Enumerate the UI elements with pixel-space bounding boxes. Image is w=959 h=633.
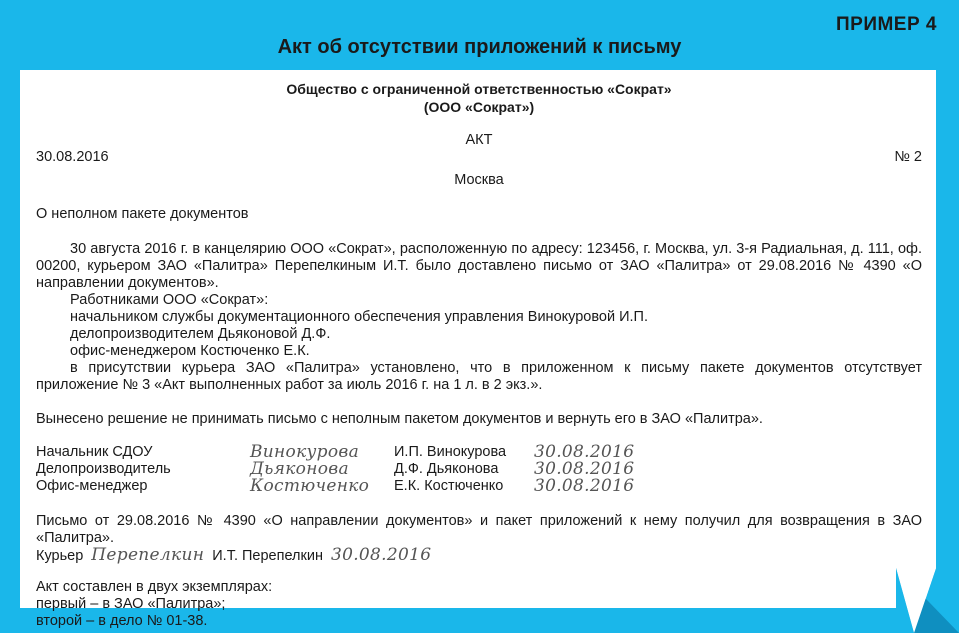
doc-date: 30.08.2016: [36, 149, 109, 165]
page-title: Акт об отсутствии приложений к письму: [277, 36, 682, 58]
handwritten-date: 30.08.2016: [534, 476, 635, 496]
org-short-name: (ООО «Сократ»): [423, 99, 535, 115]
handwritten-date: 30.08.2016: [330, 545, 432, 565]
staff-intro: Работниками ООО «Сократ»:: [70, 292, 269, 308]
example-label: ПРИМЕР 4: [835, 14, 937, 35]
doc-subject: О неполном пакете документов: [36, 206, 249, 222]
handwritten-date: 30.08.2016: [534, 459, 635, 479]
handwritten-signature: Дьяконова: [250, 459, 349, 479]
courier-row: [36, 547, 922, 565]
doc-city: Москва: [454, 172, 504, 188]
copy-item: второй – в дело № 01-38.: [36, 613, 208, 629]
staff-member: начальником службы документационного обеспечения управления Винокуровой И.П.: [70, 309, 648, 325]
org-name: Общество с ограниченной ответственностью «Сократ»: [286, 81, 672, 97]
signer-name: И.П. Винокурова: [394, 444, 507, 460]
copy-item: первый – в ЗАО «Палитра»;: [36, 596, 226, 612]
staff-member: офис-менеджером Костюченко Е.К.: [70, 343, 310, 359]
signer-name: Е.К. Костюченко: [394, 478, 504, 494]
signature-table: [36, 444, 922, 495]
document-body: [36, 80, 922, 630]
paragraph-decision: Вынесено решение не принимать письмо с неполным пакетом документов и вернуть его в ЗАО «Палитра».: [36, 411, 763, 427]
staff-member: делопроизводителем Дьяконовой Д.Ф.: [70, 326, 331, 342]
handwritten-signature: Перепелкин: [91, 545, 205, 565]
signer-name: Д.Ф. Дьяконова: [394, 461, 499, 477]
handwritten-signature: Винокурова: [250, 442, 360, 462]
paragraph-delivery: 30 августа 2016 г. в канцелярию ООО «Сократ», расположенную по адресу: 123456, г. Москва, ул. 3-я Радиальная, д. 111, оф. 00200, курьером ЗАО «Палитра» Перепелкиным И.Т. было доставлено письмо от ЗАО «Палитра» от 29.08.2016 № 4390 «О направлении документов».: [36, 241, 922, 291]
handwritten-date: 30.08.2016: [534, 442, 635, 462]
courier-label: Курьер: [36, 548, 84, 564]
signer-position: Начальник СДОУ: [36, 444, 153, 460]
signer-position: Делопроизводитель: [36, 461, 171, 477]
paragraph-finding: в присутствии курьера ЗАО «Палитра» установлено, что в приложенном к письму пакете документов отсутствует приложение № 3 «Акт выполненных работ за июль 2016 г. на 1 л. в 2 экз.».: [36, 360, 922, 393]
doc-type: АКТ: [465, 132, 493, 148]
page-fold-corner: [896, 568, 959, 633]
handwritten-signature: Костюченко: [250, 476, 370, 496]
copies-intro: Акт составлен в двух экземплярах:: [36, 579, 273, 595]
doc-number: № 2: [894, 149, 922, 165]
date-number-row: [36, 149, 922, 166]
paragraph-return: Письмо от 29.08.2016 № 4390 «О направлении документов» и пакет приложений к нему получил для возвращения в ЗАО «Палитра».: [36, 513, 922, 546]
document-sheet: [20, 70, 936, 629]
courier-name: И.Т. Перепелкин: [212, 548, 323, 564]
signer-position: Офис-менеджер: [36, 478, 148, 494]
